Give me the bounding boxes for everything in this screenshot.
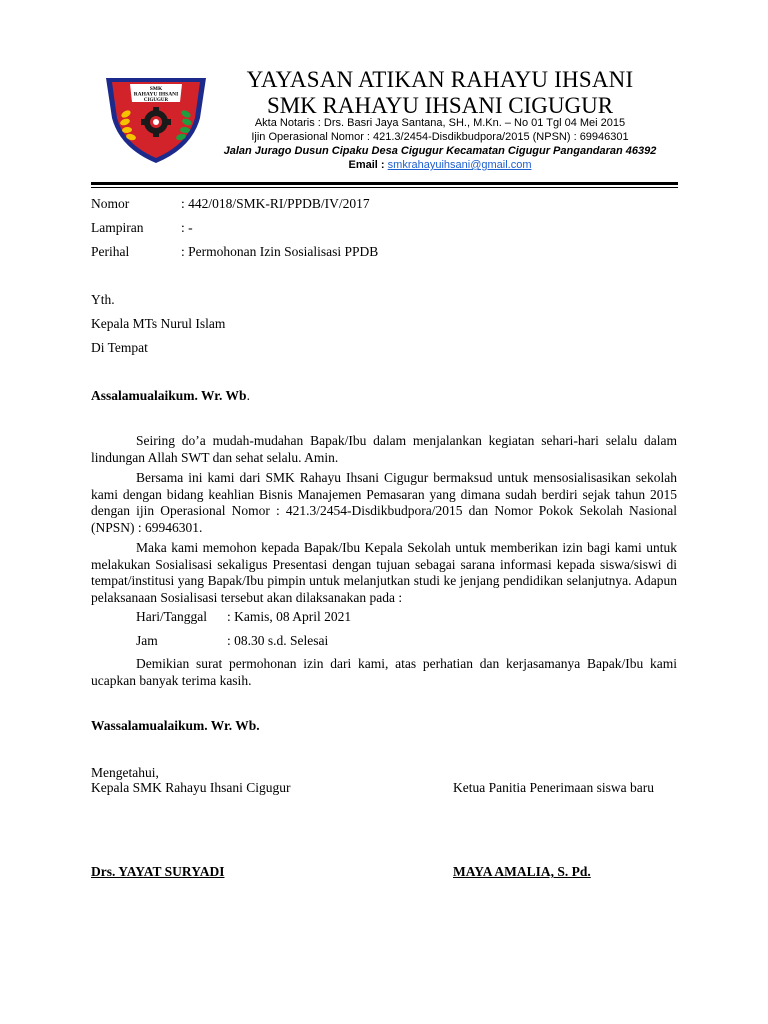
closing-greeting: Wassalamualaikum. Wr. Wb. [91, 718, 260, 733]
left-signatory-name: Drs. YAYAT SURYADI [91, 864, 225, 879]
meta-value-perihal: : Permohonan Izin Sosialisasi PPDB [181, 244, 379, 259]
schedule-label-date: Hari/Tanggal [136, 609, 208, 624]
schedule-value-time: : 08.30 s.d. Selesai [227, 633, 329, 648]
logo-line-1: SMK [149, 86, 163, 92]
recipient-name: Kepala MTs Nurul Islam [91, 316, 226, 331]
school-logo [100, 70, 212, 166]
recipient-yth: Yth. [91, 292, 115, 307]
header-divider-thin [91, 187, 678, 188]
foundation-name: YAYASAN ATIKAN RAHAYU IHSANI [246, 67, 634, 92]
meta-label-nomor: Nomor [91, 196, 130, 211]
closing-paragraph: Demikian surat permohonan izin dari kami, atas perhatian dan kerjasamanya Bapak/Ibu kami ucapkan banyak terima kasih. [91, 656, 677, 688]
body-paragraph-2: Bersama ini kami dari SMK Rahayu Ihsani Cigugur bermaksud untuk mensosialisasikan sekolah kami dengan bidang keahlian Bisnis Manajemen Pemasaran yang dimana sudah berdiri sejak tahun 2015 dengan ijin Operasional Nomor : 421.3/2454-Disdikbudpora/2015 dan Nomor Pokok Sekolah Nasional (NPSN) : 69946301. [91, 470, 677, 535]
left-signatory-title: Kepala SMK Rahayu Ihsani Cigugur [91, 780, 291, 795]
schedule-label-time: Jam [136, 633, 158, 648]
header-divider-thick [91, 182, 678, 185]
opening-greeting [91, 388, 250, 404]
address-line: Jalan Jurago Dusun Cipaku Desa Cigugur Kecamatan Cigugur Pangandaran 46392 [223, 145, 657, 157]
opening-greeting-period: . [246, 388, 250, 403]
email-link[interactable]: smkrahayuihsani@gmail.com [387, 159, 532, 171]
right-signatory-title: Ketua Panitia Penerimaan siswa baru [453, 780, 654, 795]
notary-line: Akta Notaris : Drs. Basri Jaya Santana, SH., M.Kn. – No 01 Tgl 04 Mei 2015 [254, 117, 626, 129]
permit-line: Ijin Operasional Nomor : 421.3/2454-Disdikbudpora/2015 (NPSN) : 69946301 [251, 131, 629, 143]
body-paragraph-3: Maka kami memohon kepada Bapak/Ibu Kepala Sekolah untuk memberikan izin bagi kami untuk melakukan Sosialisasi sekaligus Presentasi dengan tujuan sebagai sarana informasi kepada siswa/siswi di tempat/institusi yang Bapak/Ibu pimpin untuk melanjutkan studi ke jenjang pendidikan selanjutnya. Adapun pelaksanaan Sosialisasi tersebut akan dilaksanakan pada : [91, 540, 677, 605]
right-signatory-name: MAYA AMALIA, S. Pd. [453, 864, 591, 879]
recipient-place: Di Tempat [91, 340, 148, 355]
meta-value-nomor: : 442/018/SMK-RI/PPDB/IV/2017 [181, 196, 370, 211]
logo-line-2: RAHAYU IHSANI [133, 91, 179, 98]
meta-label-lampiran: Lampiran [91, 220, 144, 235]
body-paragraph-1: Seiring do’a mudah-mudahan Bapak/Ibu dalam menjalankan kegiatan sehari-hari selalu dalam lindungan Allah SWT dan sehat selalu. Amin. [91, 433, 677, 465]
logo-line-3: CIGUGUR [143, 98, 169, 103]
meta-label-perihal: Perihal [91, 244, 130, 259]
meta-value-lampiran: : - [181, 220, 193, 235]
schedule-value-date: : Kamis, 08 April 2021 [227, 609, 352, 624]
school-name: SMK RAHAYU IHSANI CIGUGUR [266, 93, 614, 118]
email-label: Email : [348, 159, 385, 171]
email-line [212, 159, 668, 171]
opening-greeting-text: Assalamualaikum. Wr. Wb [91, 388, 247, 403]
acknowledged-label: Mengetahui, [91, 765, 159, 780]
